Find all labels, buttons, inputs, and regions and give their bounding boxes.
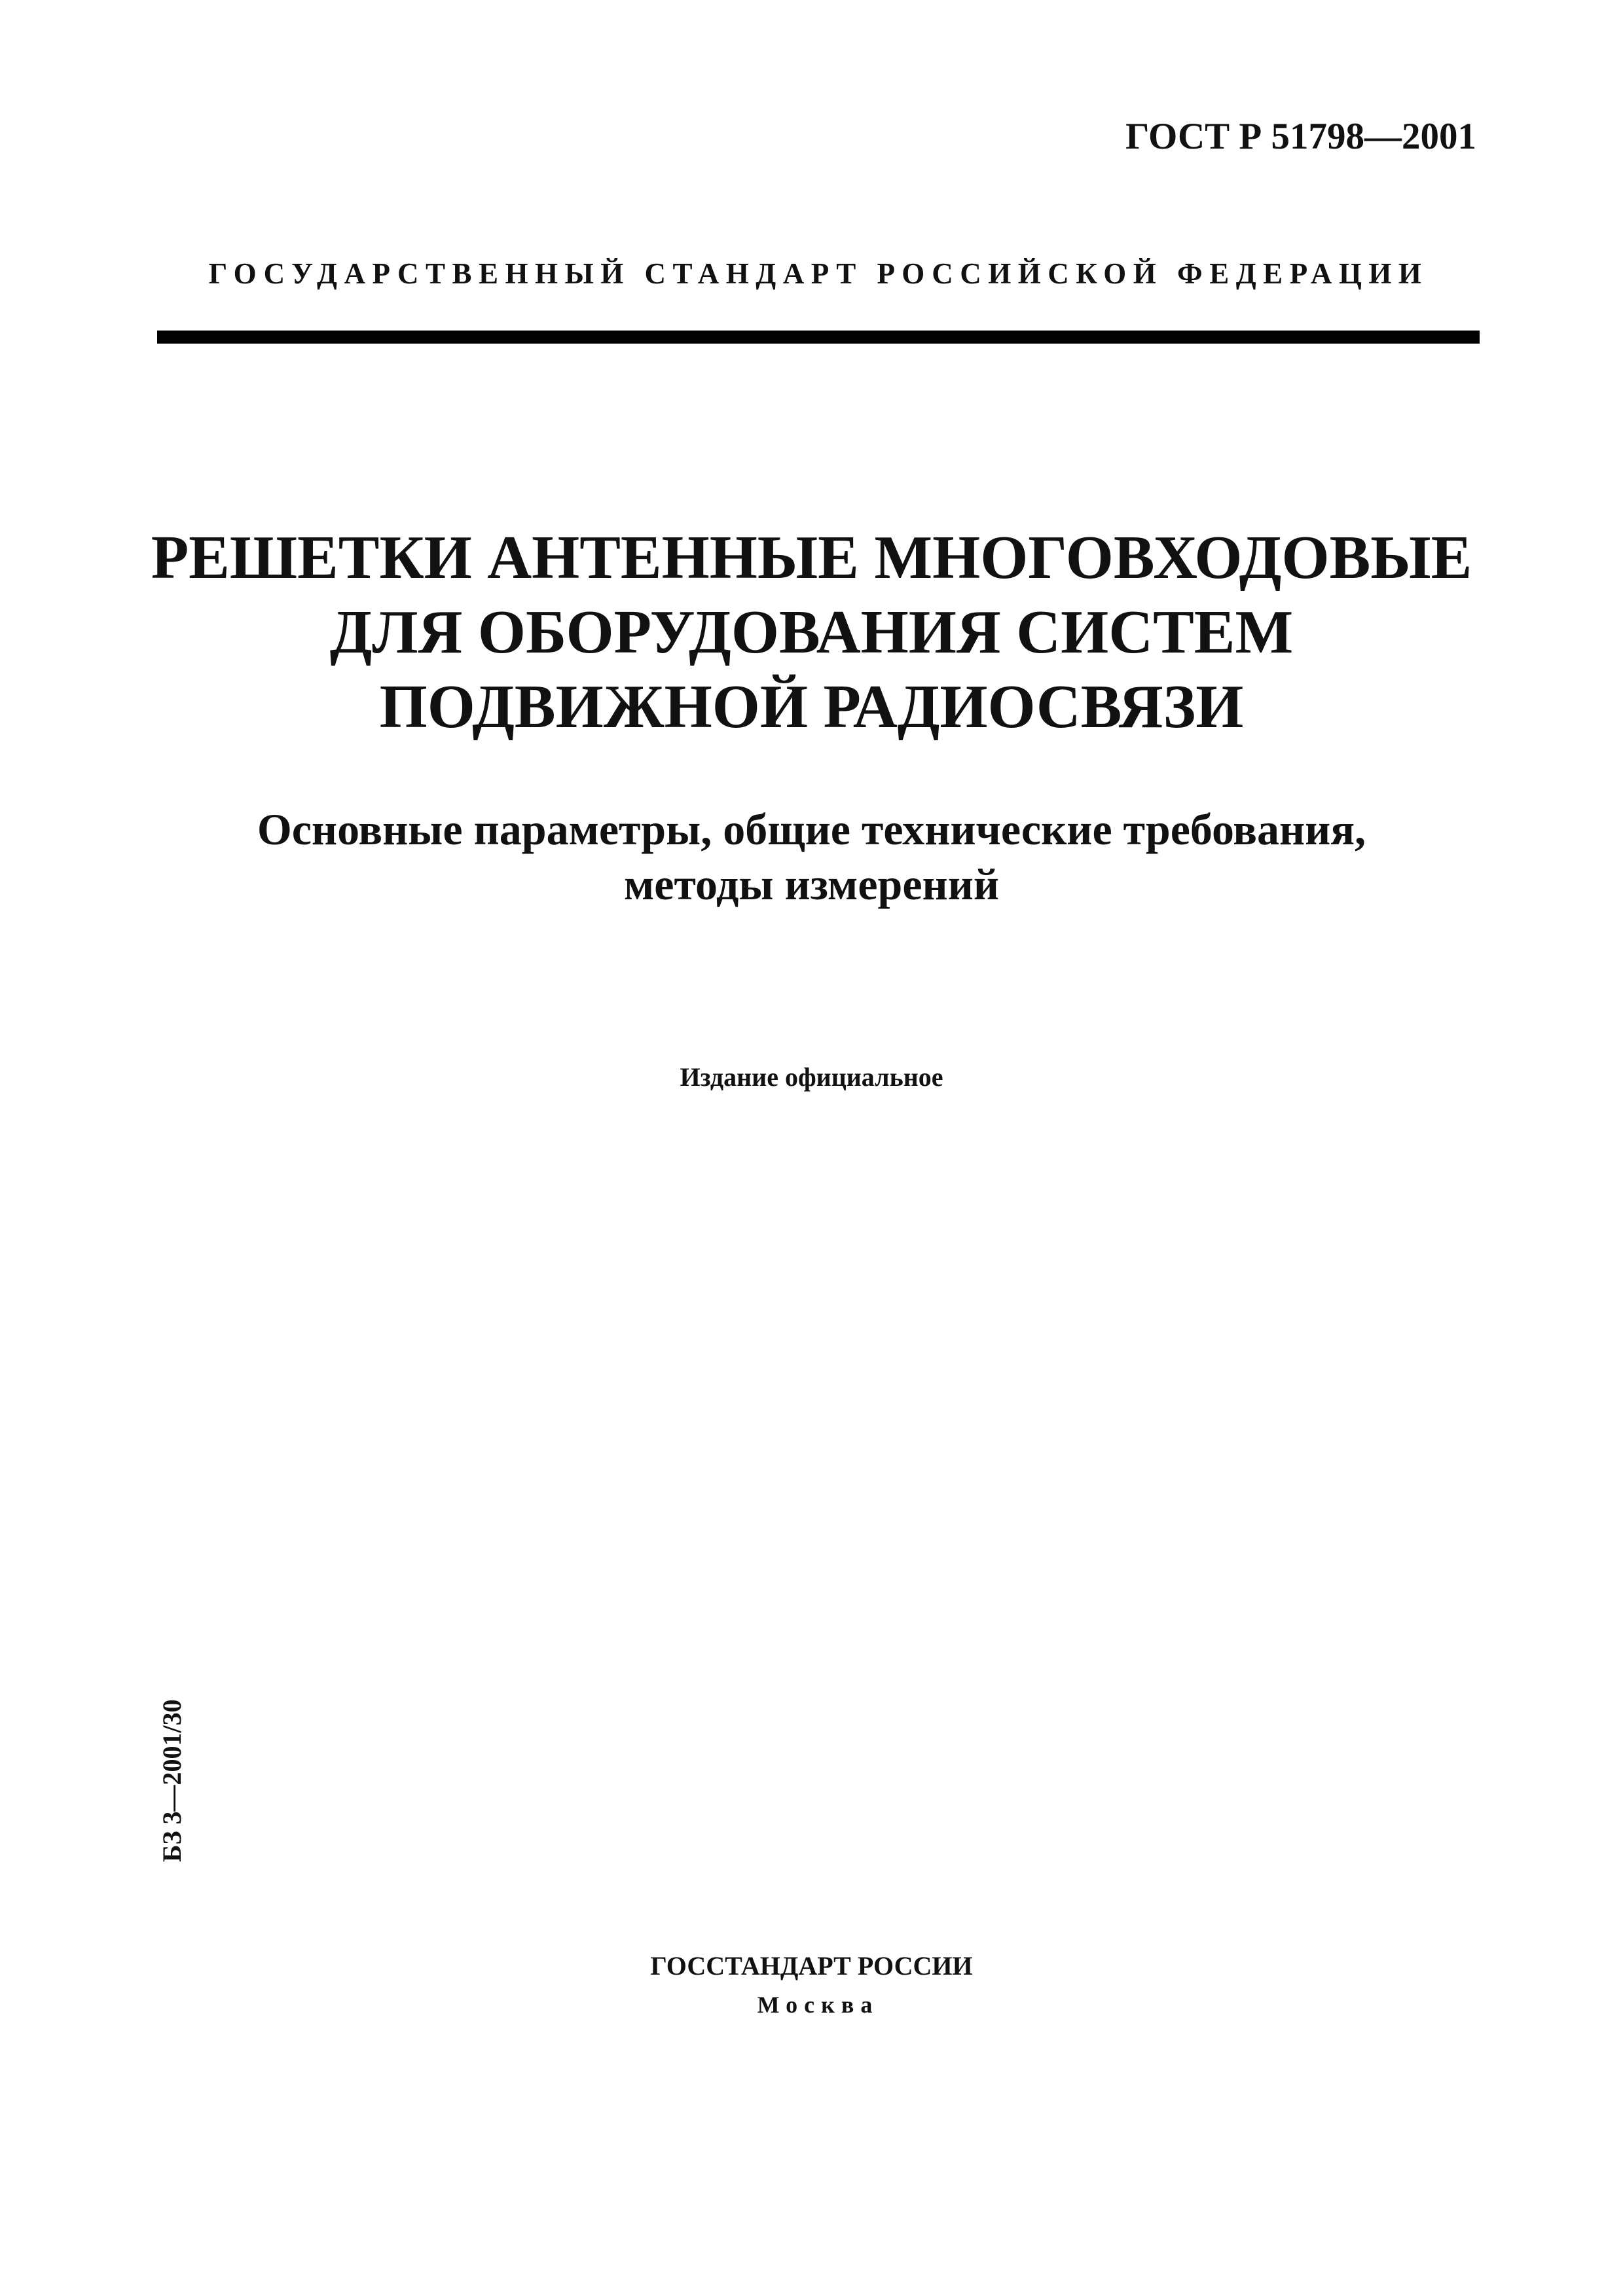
publisher-city: Москва — [757, 1992, 879, 2018]
title-line: РЕШЕТКИ АНТЕННЫЕ МНОГОВХОДОВЫЕ — [151, 524, 1472, 592]
title-line: ДЛЯ ОБОРУДОВАНИЯ СИСТЕМ — [329, 598, 1294, 666]
publisher-name: ГОССТАНДАРТ РОССИИ — [650, 1951, 973, 1981]
header-rule — [157, 331, 1480, 344]
subtitle-line: методы измерений — [623, 859, 1000, 909]
subtitle-line: Основные параметры, общие технические требования, — [257, 804, 1366, 854]
document-number: ГОСТ Р 51798—2001 — [1125, 116, 1476, 157]
edition-label: Издание официальное — [680, 1062, 943, 1092]
title-line: ПОДВИЖНОЙ РАДИОСВЯЗИ — [379, 673, 1244, 741]
side-catalog-code: БЗ 3—2001/30 — [157, 1699, 187, 1862]
state-standard-heading: ГОСУДАРСТВЕННЫЙ СТАНДАРТ РОССИЙСКОЙ ФЕДЕРАЦИИ — [208, 257, 1429, 290]
document-title — [131, 520, 1492, 744]
document-subtitle — [131, 802, 1492, 912]
